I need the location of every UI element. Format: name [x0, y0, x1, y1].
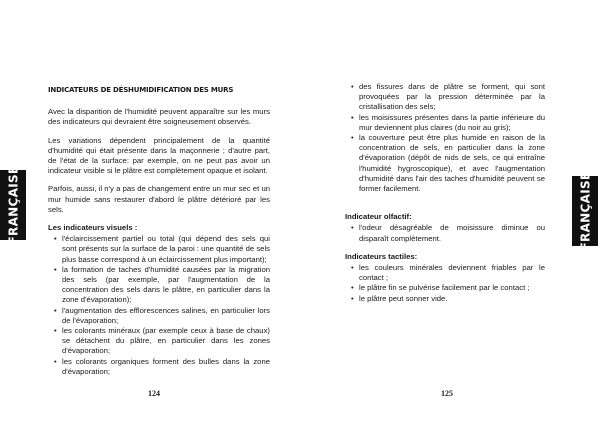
olfactory-indicators-list	[345, 223, 545, 243]
tactile-indicators-list	[345, 263, 545, 304]
list-item: • le plâtre peut sonner vide.	[345, 294, 545, 304]
olfactory-indicator-title: Indicateur olfactif:	[345, 212, 412, 222]
section-heading: INDICATEURS DE DÉSHUMIDIFICATION DES MURS	[48, 86, 234, 94]
page-number-left: 124	[148, 389, 160, 398]
list-item: • les couleurs minérales deviennent friables par le contact ;	[345, 263, 545, 283]
page-number-right: 125	[441, 389, 453, 398]
tactile-indicators-title: Indicateurs tactiles:	[345, 251, 418, 261]
visual-indicators-list	[48, 234, 270, 377]
list-item: • les moisissures présentes dans la partie inférieure du mur deviennent plus claires (du noir au gris);	[345, 113, 545, 133]
list-item: • le plâtre fin se pulvérise facilement par le contact ;	[345, 283, 545, 293]
list-item: • l'odeur désagréable de moisissure diminue ou disparaît complètement.	[345, 223, 545, 243]
list-item: • les colorants minéraux (par exemple ceux à base de chaux) se détachent du plâtre, en particulier dans les zones d'évaporation;	[48, 326, 270, 357]
language-tab-label: FRANÇAISE	[6, 165, 20, 245]
visual-indicators-title: Les indicateurs visuels :	[48, 223, 138, 233]
list-item: • l'augmentation des efflorescences salines, en particulier lors de l'évaporation;	[48, 306, 270, 326]
paragraph: Parfois, aussi, il n'y a pas de changement entre un mur sec et un mur humide sans restaurer d'abord le plâtre détérioré par les sels.	[48, 184, 270, 214]
list-item: • les colorants organiques forment des bulles dans la zone d'évaporation;	[48, 357, 270, 377]
right-page	[345, 82, 545, 312]
paragraph: Avec la disparition de l'humidité peuvent apparaître sur les murs des indicateurs qui devraient être soigneusement observés.	[48, 107, 270, 127]
list-item: • des fissures dans de plâtre se forment, qui sont provoquées par la pression déterminée par la cristallisation des sels;	[345, 82, 545, 113]
language-tab-label: FRANÇAISE	[578, 171, 592, 251]
paragraph: Les variations dépendent principalement de la quantité d'humidité qui était présente dans la maçonnerie ; d'autre part, de l'état de la surface: par exemple, on ne peut pas avoir un indicateur visible si le plâtre est complètement opaque et isolant.	[48, 135, 270, 176]
visual-indicators-list-continued	[345, 82, 545, 194]
list-item: • la formation de taches d'humidité causées par la migration des sels (par exemple, par l'augmentation de la concentration des sels dans le plâtre, en particulier dans la zone d'évaporation);	[48, 265, 270, 306]
language-tab-left	[0, 165, 26, 245]
list-item: • la couverture peut être plus humide en raison de la concentration de sels, en particulier dans la zone d'évaporation (dépôt de nids de sels, ce qui entraîne l'humidité hygroscopique), et avec l'augmentation d'humidité dans l'air des taches d'humidité peuvent se former facilement.	[345, 133, 545, 194]
left-page	[48, 85, 270, 385]
language-tab-right	[572, 171, 598, 251]
list-item: • l'éclaircissement partiel ou total (qui dépend des sels qui sont présents sur la surface de la paroi : une quantité de sels plus basse correspond à un éclaircissement plus important);	[48, 234, 270, 265]
